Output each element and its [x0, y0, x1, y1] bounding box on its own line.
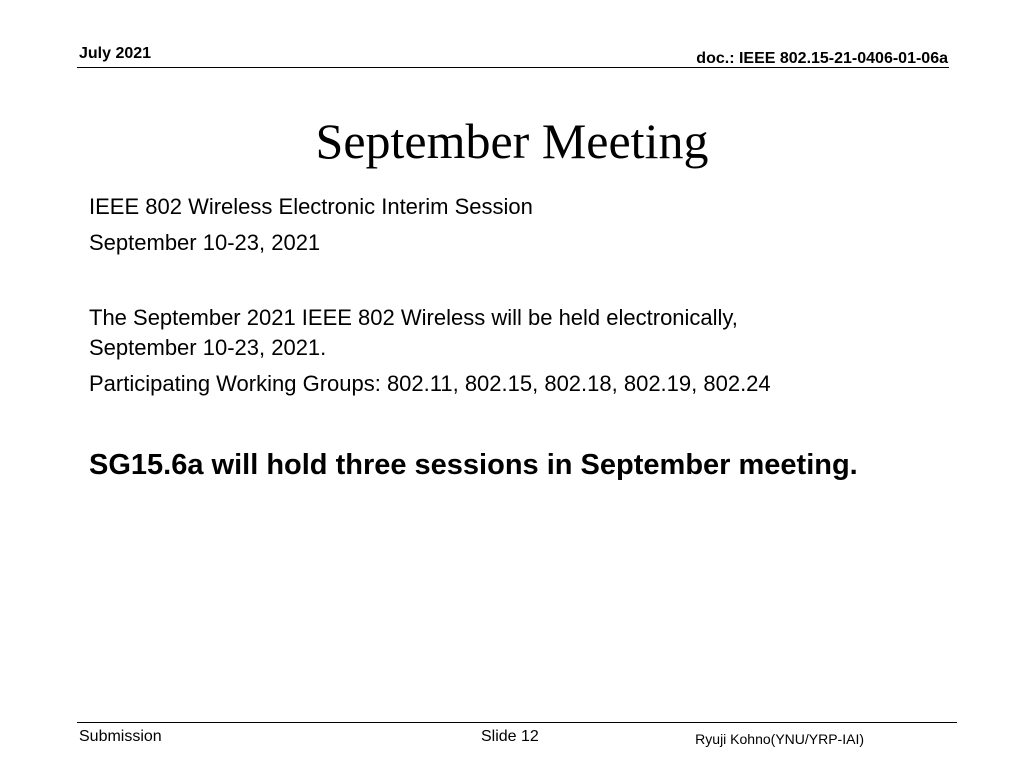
session-description	[89, 303, 738, 363]
session-description-line-1: The September 2021 IEEE 802 Wireless will be held electronically,	[89, 305, 738, 330]
session-name: IEEE 802 Wireless Electronic Interim Session	[89, 194, 533, 219]
header-date: July 2021	[79, 45, 152, 62]
session-dates: September 10-23, 2021	[89, 230, 321, 255]
footer-submission: Submission	[79, 728, 162, 745]
footer-author: Ryuji Kohno(YNU/YRP-IAI)	[695, 731, 864, 747]
footer-divider	[77, 722, 957, 723]
sg-session-statement: SG15.6a will hold three sessions in September meeting.	[89, 449, 858, 481]
participating-groups: Participating Working Groups: 802.11, 802.15, 802.18, 802.19, 802.24	[89, 371, 771, 396]
session-description-line-2: September 10-23, 2021.	[89, 335, 327, 360]
header-divider	[77, 67, 949, 68]
slide-title: September Meeting	[315, 113, 709, 169]
slide-number: Slide 12	[481, 728, 539, 745]
header-document-id: doc.: IEEE 802.15-21-0406-01-06a	[696, 50, 948, 67]
